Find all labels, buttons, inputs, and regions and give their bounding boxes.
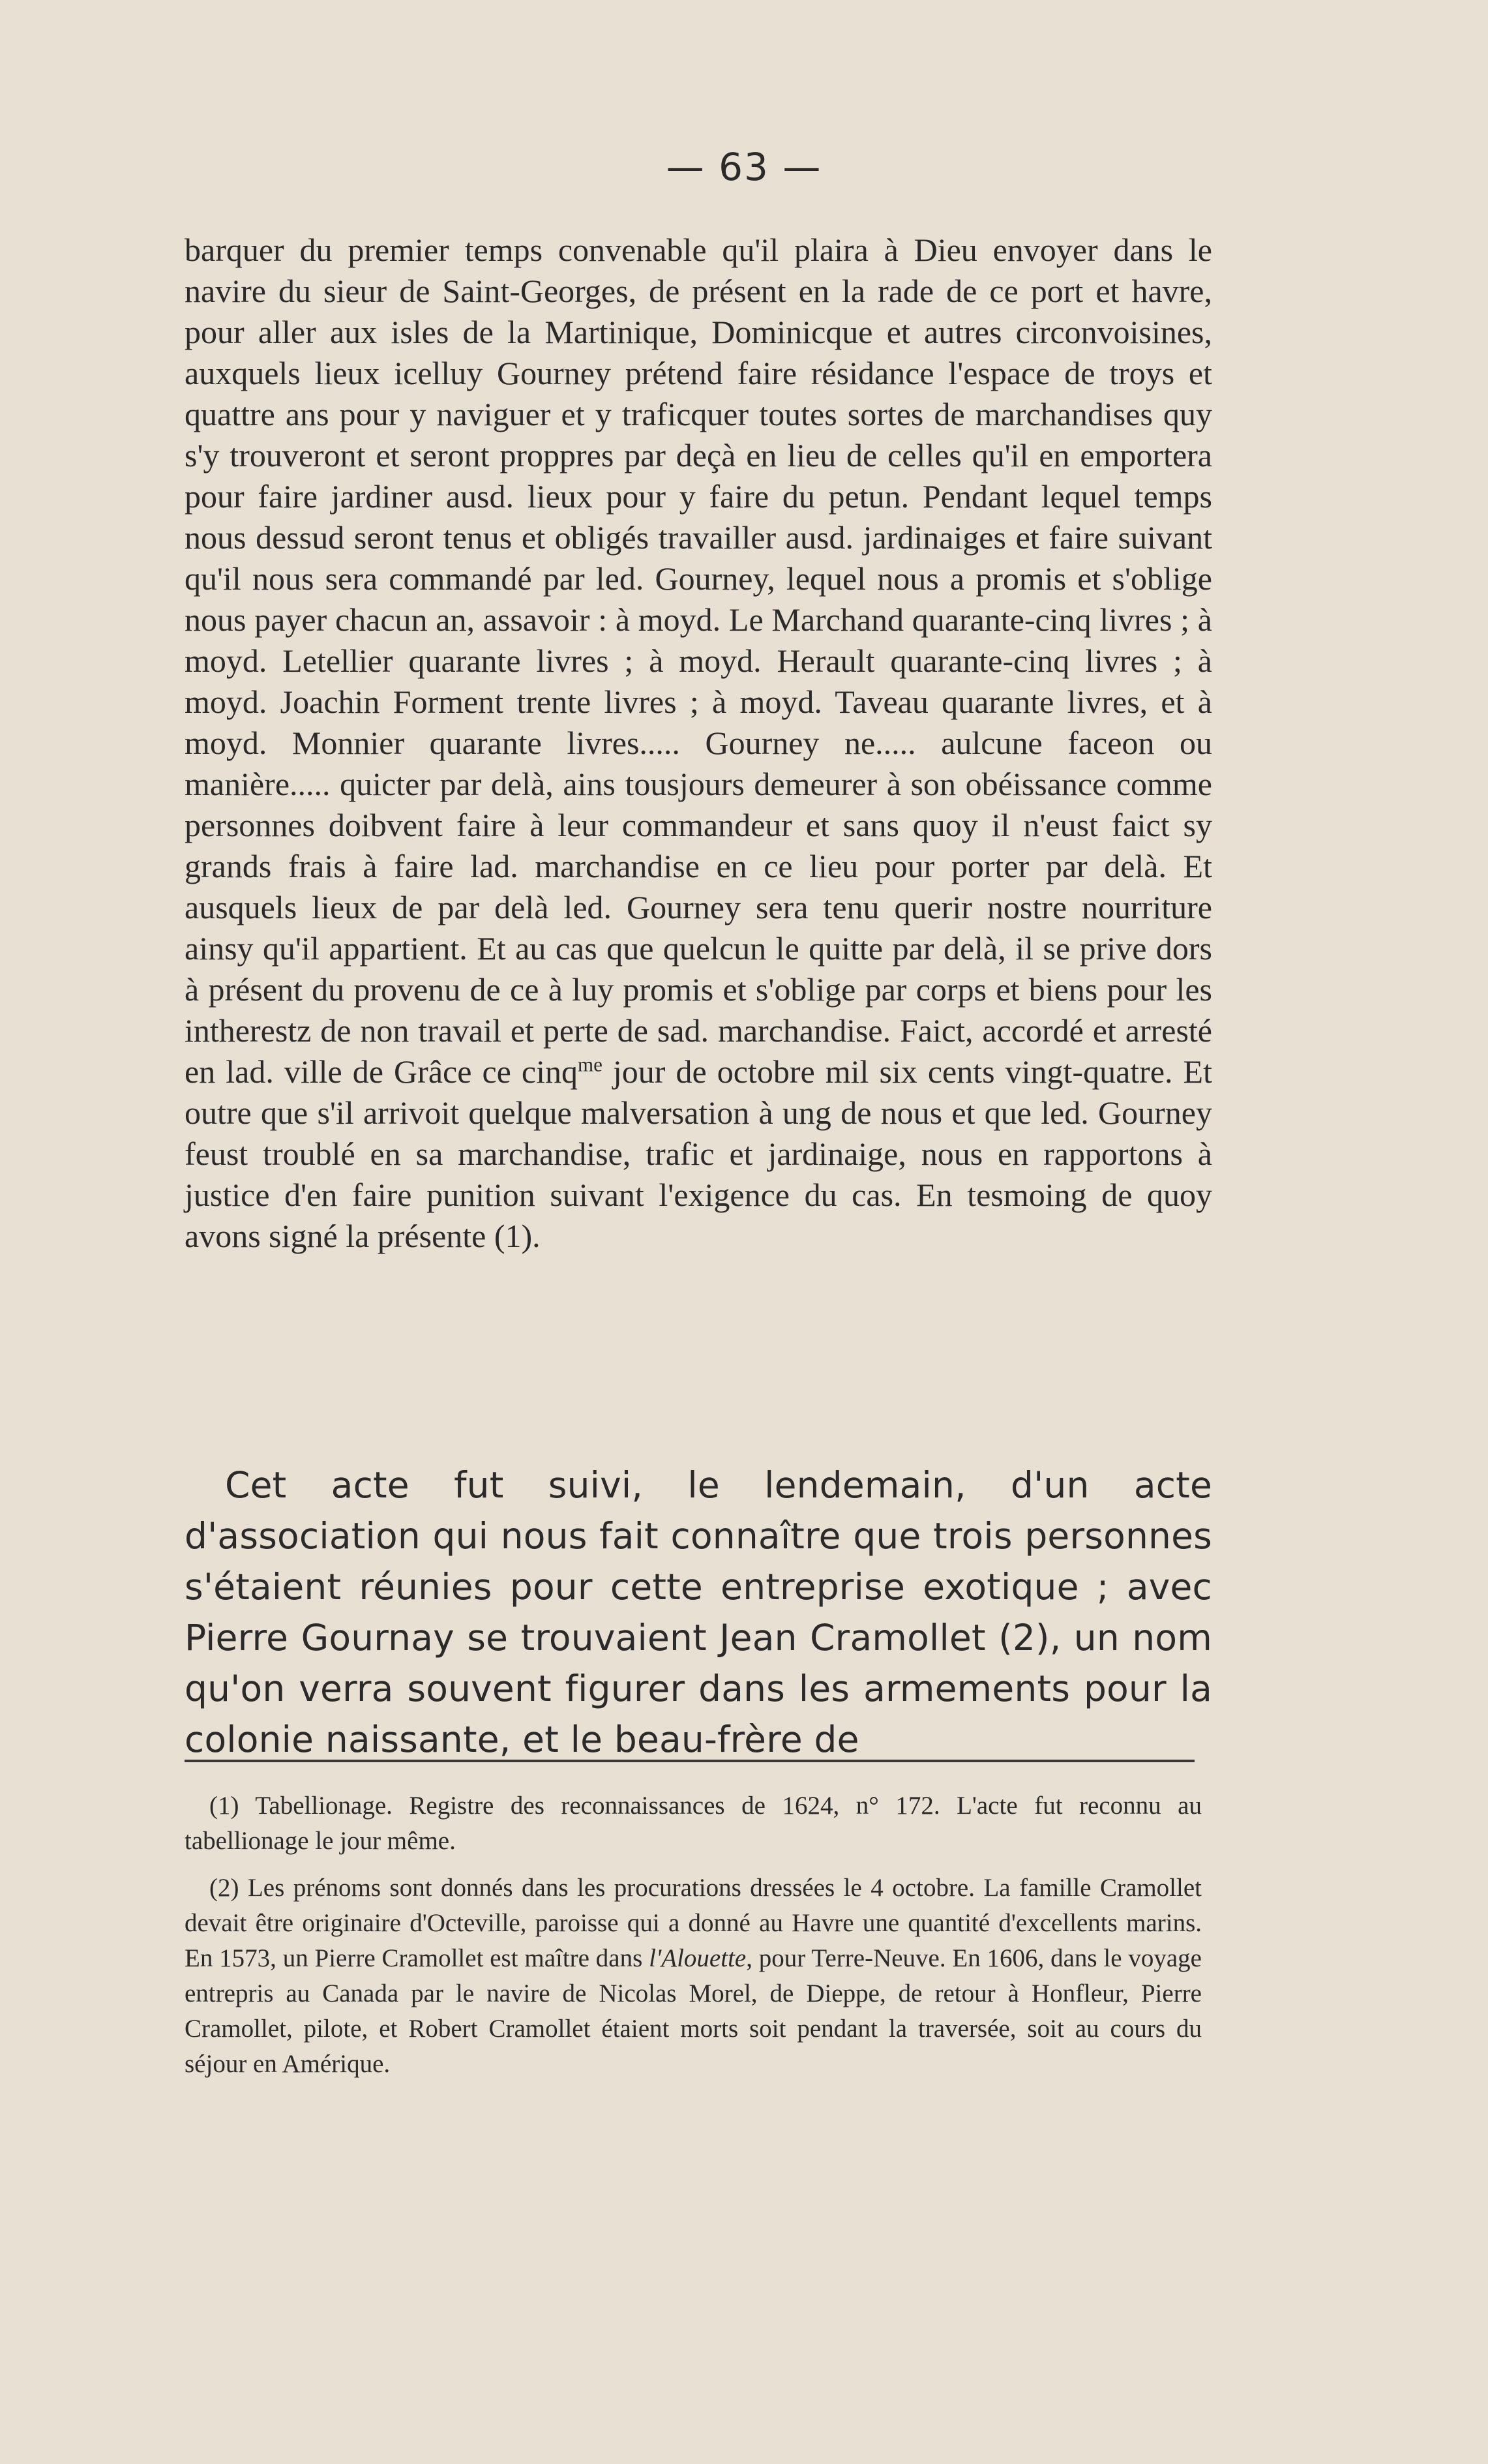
quote-text-part2: jour de octobre mil six cents vingt-quatre. Et outre que s'il arrivoit quelque malversation à ung de nous et que led. Gourney feust troublé en sa marchandise, trafic et jardinaige, nous en rapportons à justice d'en faire punition suivant l'exigence du cas. En tesmoing de quoy avons signé la présente (1). [185,1053,1212,1254]
footnotes [185,1788,1202,2094]
footnote-2-part2: , pour Terre-Neuve. En 1606, dans le voyage entrepris au Canada par le navire de Nicolas Morel, de Dieppe, de retour à Honfleur, Pierre Cramollet, pilote, et Robert Cramollet étaient morts soit pendant la traversée, soit au cours du séjour en Amérique. [185,1944,1202,2078]
quote-text-part1: barquer du premier temps convenable qu'il plaira à Dieu envoyer dans le navire du sieur de Saint-Georges, de présent en la rade de ce port et havre, pour aller aux isles de la Martinique, Dominicque et autres circonvoisines, auxquels lieux icelluy Gourney prétend faire résidance l'espace de troys et quattre ans pour y naviguer et y traficquer toutes sortes de marchandises quy s'y trouveront et seront proppres par deçà en lieu de celles qu'il en emportera pour faire jardiner ausd. lieux pour y faire du petun. Pendant lequel temps nous dessud seront tenus et obligés travailler ausd. jardinaiges et faire suivant qu'il nous sera commandé par led. Gourney, lequel nous a promis et s'oblige nous payer chacun an, assavoir : à moyd. Le Marchand quarante-cinq livres ; à moyd. Letellier quarante livres ; à moyd. Herault quarante-cinq livres ; à moyd. Joachin Forment trente livres ; à moyd. Taveau quarante livres, et à moyd. Monnier quarante livres..... Gourney ne..... aulcune faceon ou manière..... quicter par delà, ains tousjours demeurer à son obéissance comme personnes doibvent faire à leur commandeur et sans quoy il n'eust faict sy grands frais à faire lad. marchandise en ce lieu pour porter par delà. Et ausquels lieux de par delà led. Gourney sera tenu querir nostre nourriture ainsy qu'il appartient. Et au cas que quelcun le quitte par delà, il se prive dors à présent du provenu de ce à luy promis et s'oblige par corps et biens pour les intherestz de non travail et perte de sad. marchandise. Faict, accordé et arresté en lad. ville de Grâce ce cinq [185,232,1212,1090]
quote-superscript: me [577,1053,603,1076]
narrative-text [185,1460,1212,1765]
footnote-divider [185,1760,1195,1762]
narrative-paragraph: Cet acte fut suivi, le lendemain, d'un acte d'association qui nous fait connaître que trois personnes s'étaient réunies pour cette entreprise exotique ; avec Pierre Gournay se trouvaient Jean Cramollet (2), un nom qu'on verra souvent figurer dans les armements pour la colonie naissante, et le beau-frère de [185,1464,1212,1760]
quote-paragraph [185,230,1212,1257]
footnote-2 [185,1871,1202,2082]
quoted-deed-text [185,230,1212,1257]
footnote-1: (1) Tabellionage. Registre des reconnaissances de 1624, n° 172. L'acte fut reconnu au tabellionage le jour même. [185,1792,1202,1855]
footnote-2-ship-name: l'Alouette [649,1944,747,1972]
footnote-2-part1: (2) Les prénoms sont donnés dans les procurations dressées le 4 octobre. La famille Cramollet devait être originaire d'Octeville, paroisse qui a donné au Havre une quantité d'excellents marins. En 1573, un Pierre Cramollet est maître dans [185,1874,1202,1972]
page-number: — 63 — [666,145,822,189]
